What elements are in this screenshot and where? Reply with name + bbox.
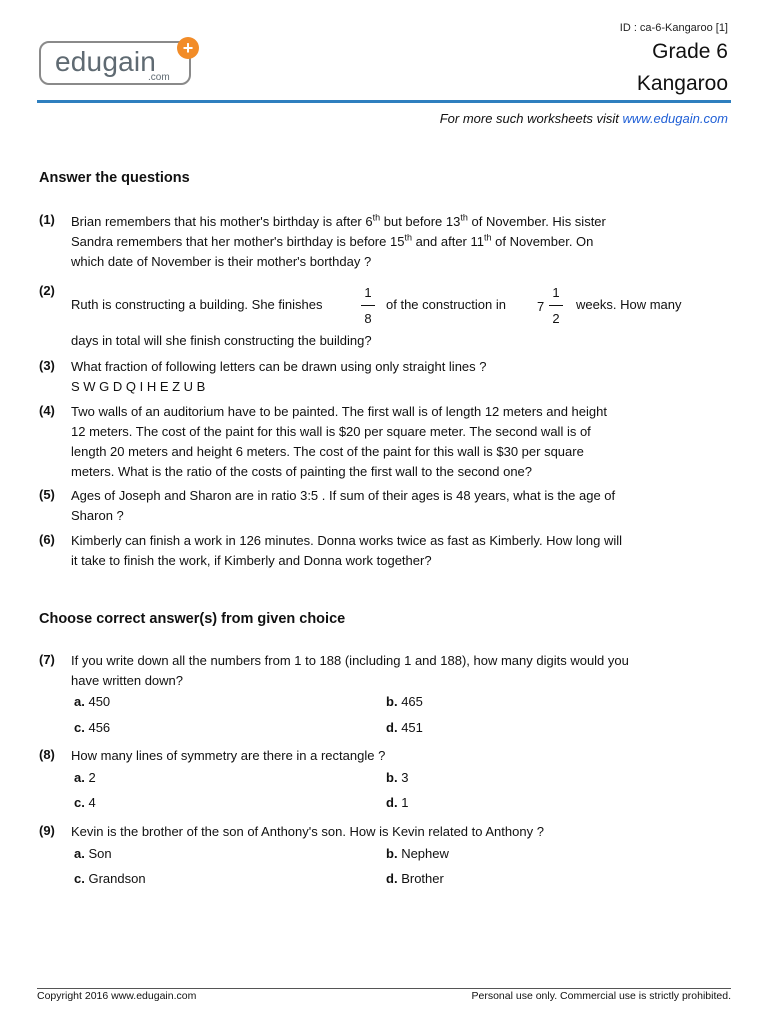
question-1-text: Brian remembers that his mother's birthday is after 6th but before 13th of November. His sister Sandra remembers that her mother's birthday is before 15th and after 11th of November. On which date of November is their mother's borthday ? (71, 212, 606, 269)
option-b[interactable]: b. 465 (386, 694, 423, 709)
document-id: ID : ca-6-Kangaroo [1] (619, 22, 728, 34)
option-d[interactable]: d. 451 (386, 720, 423, 735)
option-a[interactable]: a. Son (74, 846, 112, 861)
subject-title: Kangaroo (636, 72, 728, 95)
fraction-denominator: 2 (552, 311, 560, 326)
question-5-text: Ages of Joseph and Sharon are in ratio 3:5 . If sum of their ages is 48 years, what is the age of Sharon ? (71, 488, 616, 523)
question-2-text-c: weeks. How many (576, 297, 682, 312)
question-3-text: What fraction of following letters can be drawn using only straight lines ? S W G D Q I H E Z U B (71, 359, 487, 394)
footer-copyright: Copyright 2016 www.edugain.com (37, 990, 197, 1002)
fraction-bar (361, 305, 375, 306)
option-c[interactable]: c. Grandson (74, 871, 146, 886)
option-d[interactable]: d. Brother (386, 871, 444, 886)
fraction-numerator: 1 (364, 285, 372, 300)
header-divider (37, 100, 731, 103)
question-number: (8) (39, 747, 55, 762)
option-c[interactable]: c. 4 (74, 795, 96, 810)
more-worksheets-line (440, 111, 728, 126)
mixed-whole: 7 (537, 299, 545, 314)
question-9-text: Kevin is the brother of the son of Anthony's son. How is Kevin related to Anthony ? (71, 824, 544, 839)
question-number: (4) (39, 403, 55, 418)
question-2-text-a: Ruth is constructing a building. She finishes (71, 297, 323, 312)
footer-divider (37, 988, 731, 989)
edugain-link[interactable]: www.edugain.com (622, 111, 728, 126)
footer-usage-notice: Personal use only. Commercial use is strictly prohibited. (471, 990, 731, 1002)
question-8-text: How many lines of symmetry are there in a rectangle ? (71, 748, 386, 763)
option-c[interactable]: c. 456 (74, 720, 111, 735)
grade-title: Grade 6 (652, 40, 728, 63)
question-2-text-b: of the construction in (386, 297, 506, 312)
question-number: (5) (39, 487, 55, 502)
fraction-bar (549, 305, 563, 306)
question-number: (3) (39, 358, 55, 373)
question-number: (9) (39, 823, 55, 838)
question-4-text: Two walls of an auditorium have to be painted. The first wall is of length 12 meters and height 12 meters. The cost of the paint for this wall is $20 per square meter. The second wall is of length 20 meters and height 6 meters. The cost of the paint for this wall is $30 per square meters. What is the ratio of the costs of painting the first wall to the second one? (71, 404, 607, 479)
question-number: (1) (39, 212, 55, 227)
question-number: (2) (39, 283, 55, 298)
logo-domain-suffix: .com (148, 72, 170, 83)
section-title-answer: Answer the questions (39, 170, 190, 186)
question-number: (6) (39, 532, 55, 547)
question-number: (7) (39, 652, 55, 667)
option-d[interactable]: d. 1 (386, 795, 409, 810)
question-6-text: Kimberly can finish a work in 126 minutes. Donna works twice as fast as Kimberly. How long will it take to finish the work, if Kimberly and Donna work together? (71, 533, 623, 568)
section-title-choice: Choose correct answer(s) from given choice (39, 611, 346, 627)
option-b[interactable]: b. 3 (386, 770, 409, 785)
more-worksheets-text: For more such worksheets visit (439, 111, 619, 126)
fraction-numerator: 1 (552, 285, 560, 300)
plus-icon: + (177, 37, 199, 59)
question-2-line2: days in total will she finish constructing the building? (71, 333, 372, 348)
option-a[interactable]: a. 2 (74, 770, 96, 785)
question-7-text: If you write down all the numbers from 1 to 188 (including 1 and 188), how many digits would you have written down? (71, 653, 629, 688)
logo-wordmark: edugain (55, 46, 157, 77)
option-b[interactable]: b. Nephew (386, 846, 449, 861)
fraction-denominator: 8 (364, 311, 372, 326)
option-a[interactable]: a. 450 (74, 694, 111, 709)
